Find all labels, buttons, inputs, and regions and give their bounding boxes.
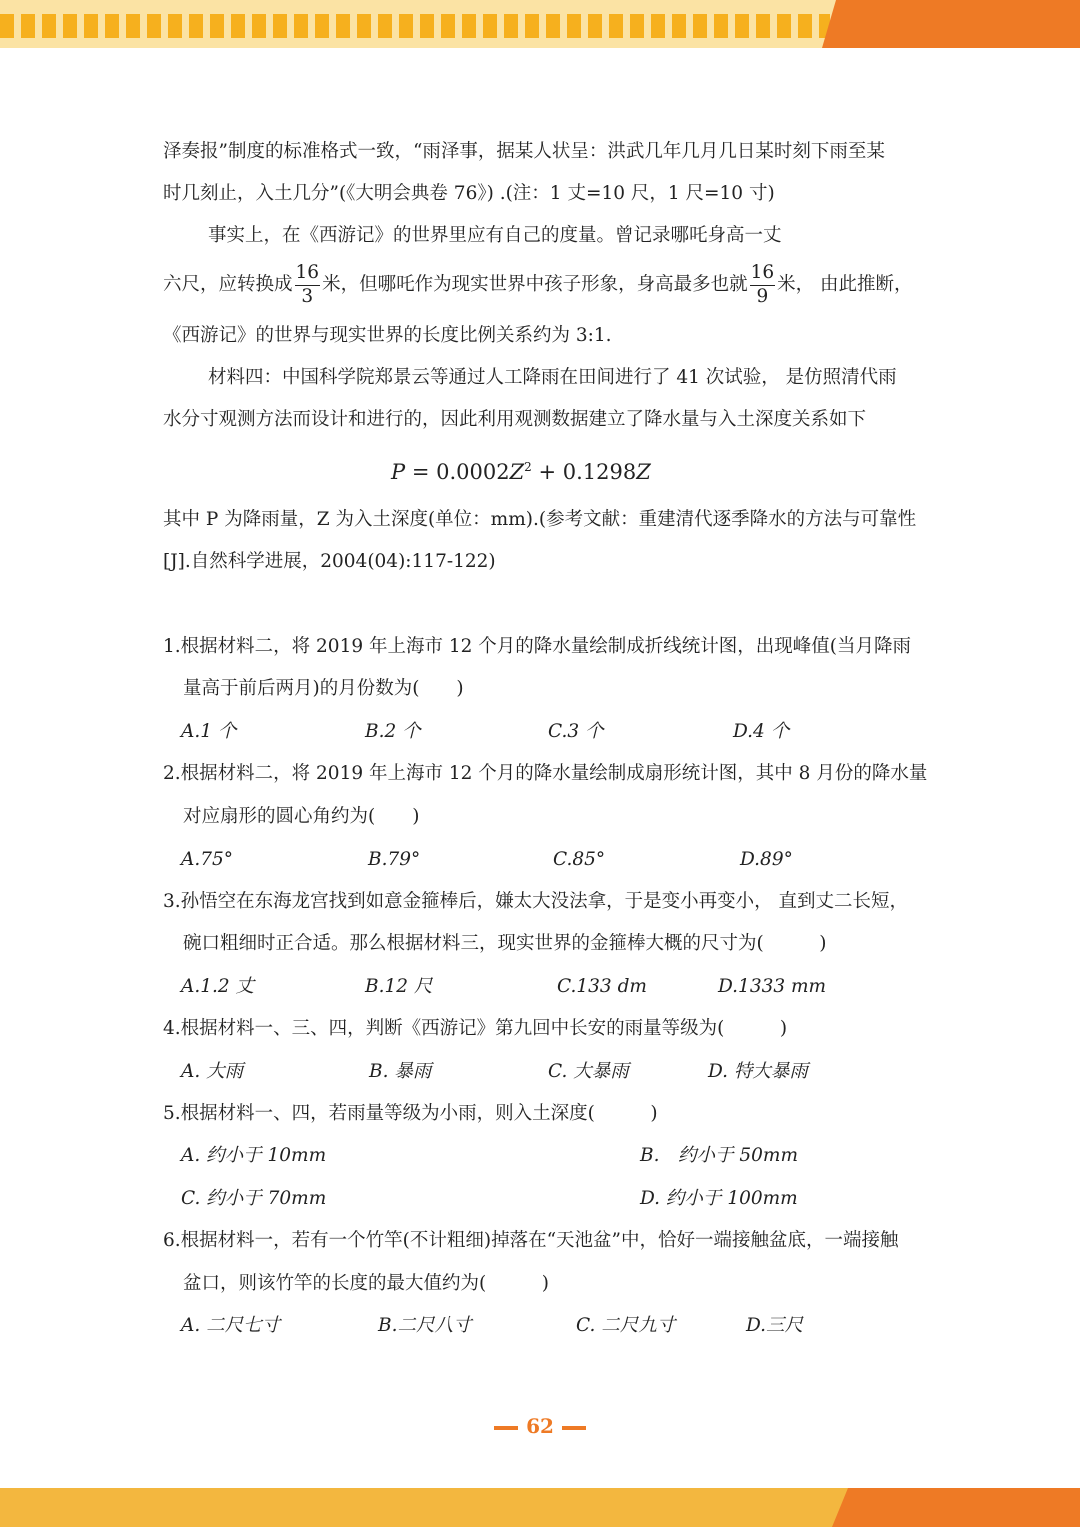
question-2-stem: 2.根据材料二，将 2019 年上海市 12 个月的降水量绘制成扇形统计图，其中 8 月份的降水量 [163, 763, 928, 784]
question-2-option-d: D.89° [740, 849, 793, 870]
question-3-stem: 3.孙悟空在东海龙宫找到如意金箍棒后，嫌太大没法拿，于是变小再变小， 直到丈二长短， [163, 891, 909, 912]
question-2-option-c: C.85° [553, 849, 606, 870]
question-3-option-d: D.1333 mm [718, 976, 827, 997]
text-segment: 米，但哪吒作为现实世界中孩子形象，身高最多也就 [322, 274, 748, 295]
question-5-stem: 5.根据材料一、四，若雨量等级为小雨，则入土深度( ) [163, 1103, 658, 1124]
formula-var: Z [636, 460, 651, 484]
text-line: 泽奏报”制度的标准格式一致，“雨泽事，据某人状呈：洪武几年几月几日某时刻下雨至某 [163, 141, 885, 162]
page-number [0, 1414, 1080, 1438]
question-6-option-b: B.二尺八寸 [378, 1315, 472, 1336]
text-segment: 米， 由此推断， [777, 274, 913, 295]
top-banner-tab [822, 0, 1080, 48]
text-line-with-fractions [163, 260, 913, 310]
page-number-dash-left [494, 1426, 518, 1430]
question-3-stem: 碗口粗细时正合适。那么根据材料三，现实世界的金箍棒大概的尺寸为( ) [183, 933, 827, 954]
top-banner [0, 0, 1080, 48]
question-2-option-a: A.75° [181, 849, 234, 870]
text-line: 材料四：中国科学院郑景云等通过人工降雨在田间进行了 41 次试验， 是仿照清代雨 [208, 367, 897, 388]
question-1-stem: 量高于前后两月)的月份数为( ) [183, 678, 464, 699]
question-1-stem: 1.根据材料二，将 2019 年上海市 12 个月的降水量绘制成折线统计图，出现峰值(当月降雨 [163, 636, 912, 657]
question-4-option-d: D. 特大暴雨 [708, 1061, 808, 1082]
question-6-option-c: C. 二尺九寸 [576, 1315, 676, 1336]
formula-lhs: P [391, 460, 406, 484]
formula-var: Z [509, 460, 525, 484]
bottom-banner-tab [832, 1488, 1080, 1527]
text-line: 水分寸观测方法而设计和进行的，因此利用观测数据建立了降水量与入土深度关系如下 [163, 409, 867, 430]
formula-exponent: 2 [524, 460, 532, 474]
question-3-option-c: C.133 dm [557, 976, 647, 997]
fraction-denominator: 3 [301, 285, 314, 307]
question-6-option-a: A. 二尺七寸 [181, 1315, 281, 1336]
question-1-option-a: A.1 个 [181, 721, 237, 742]
text-line: [J].自然科学进展，2004(04):117-122) [163, 551, 496, 572]
fraction-numerator: 16 [295, 264, 321, 286]
top-banner-stripes [0, 14, 830, 38]
question-5-option-c: C. 约小于 70mm [181, 1188, 327, 1209]
text-line: 其中 P 为降雨量，Z 为入土深度(单位：mm).(参考文献：重建清代逐季降水的方法与可靠性 [163, 509, 917, 530]
question-4-option-a: A. 大雨 [181, 1061, 244, 1082]
fraction-denominator: 9 [756, 285, 769, 307]
formula-coef: = 0.0002 [405, 460, 510, 484]
text-line: 《西游记》的世界与现实世界的长度比例关系约为 3:1. [163, 325, 612, 346]
fraction-16-3 [295, 264, 321, 306]
question-4-option-c: C. 大暴雨 [548, 1061, 629, 1082]
question-4-stem: 4.根据材料一、三、四，判断《西游记》第九回中长安的雨量等级为( ) [163, 1018, 788, 1039]
text-line: 时几刻止，入土几分”(《大明会典卷 76》) .(注：1 丈=10 尺，1 尺=10 寸) [163, 183, 775, 204]
text-segment: 六尺，应转换成 [163, 274, 293, 295]
question-4-option-b: B. 暴雨 [369, 1061, 432, 1082]
question-6-option-d: D.三尺 [746, 1315, 804, 1336]
question-3-option-a: A.1.2 丈 [181, 976, 255, 997]
fraction-numerator: 16 [750, 264, 776, 286]
formula-coef: + 0.1298 [531, 460, 637, 484]
question-3-option-b: B.12 尺 [365, 976, 433, 997]
question-6-stem: 盆口，则该竹竿的长度的最大值约为( ) [183, 1273, 549, 1294]
question-1-option-b: B.2 个 [365, 721, 421, 742]
page-number-dash-right [562, 1426, 586, 1430]
question-5-option-a: A. 约小于 10mm [181, 1145, 327, 1166]
question-6-stem: 6.根据材料一，若有一个竹竿(不计粗细)掉落在“天池盆”中，恰好一端接触盆底，一端接触 [163, 1230, 899, 1251]
question-1-option-d: D.4 个 [733, 721, 790, 742]
question-5-option-b: B. 约小于 50mm [640, 1145, 798, 1166]
question-2-stem: 对应扇形的圆心角约为( ) [183, 806, 420, 827]
question-2-option-b: B.79° [368, 849, 421, 870]
question-1-option-c: C.3 个 [548, 721, 604, 742]
text-line: 事实上，在《西游记》的世界里应有自己的度量。曾记录哪吒身高一丈 [208, 225, 782, 246]
rainfall-formula [391, 460, 651, 484]
fraction-16-9 [750, 264, 776, 306]
question-5-option-d: D. 约小于 100mm [640, 1188, 798, 1209]
page-number-value: 62 [526, 1414, 554, 1438]
